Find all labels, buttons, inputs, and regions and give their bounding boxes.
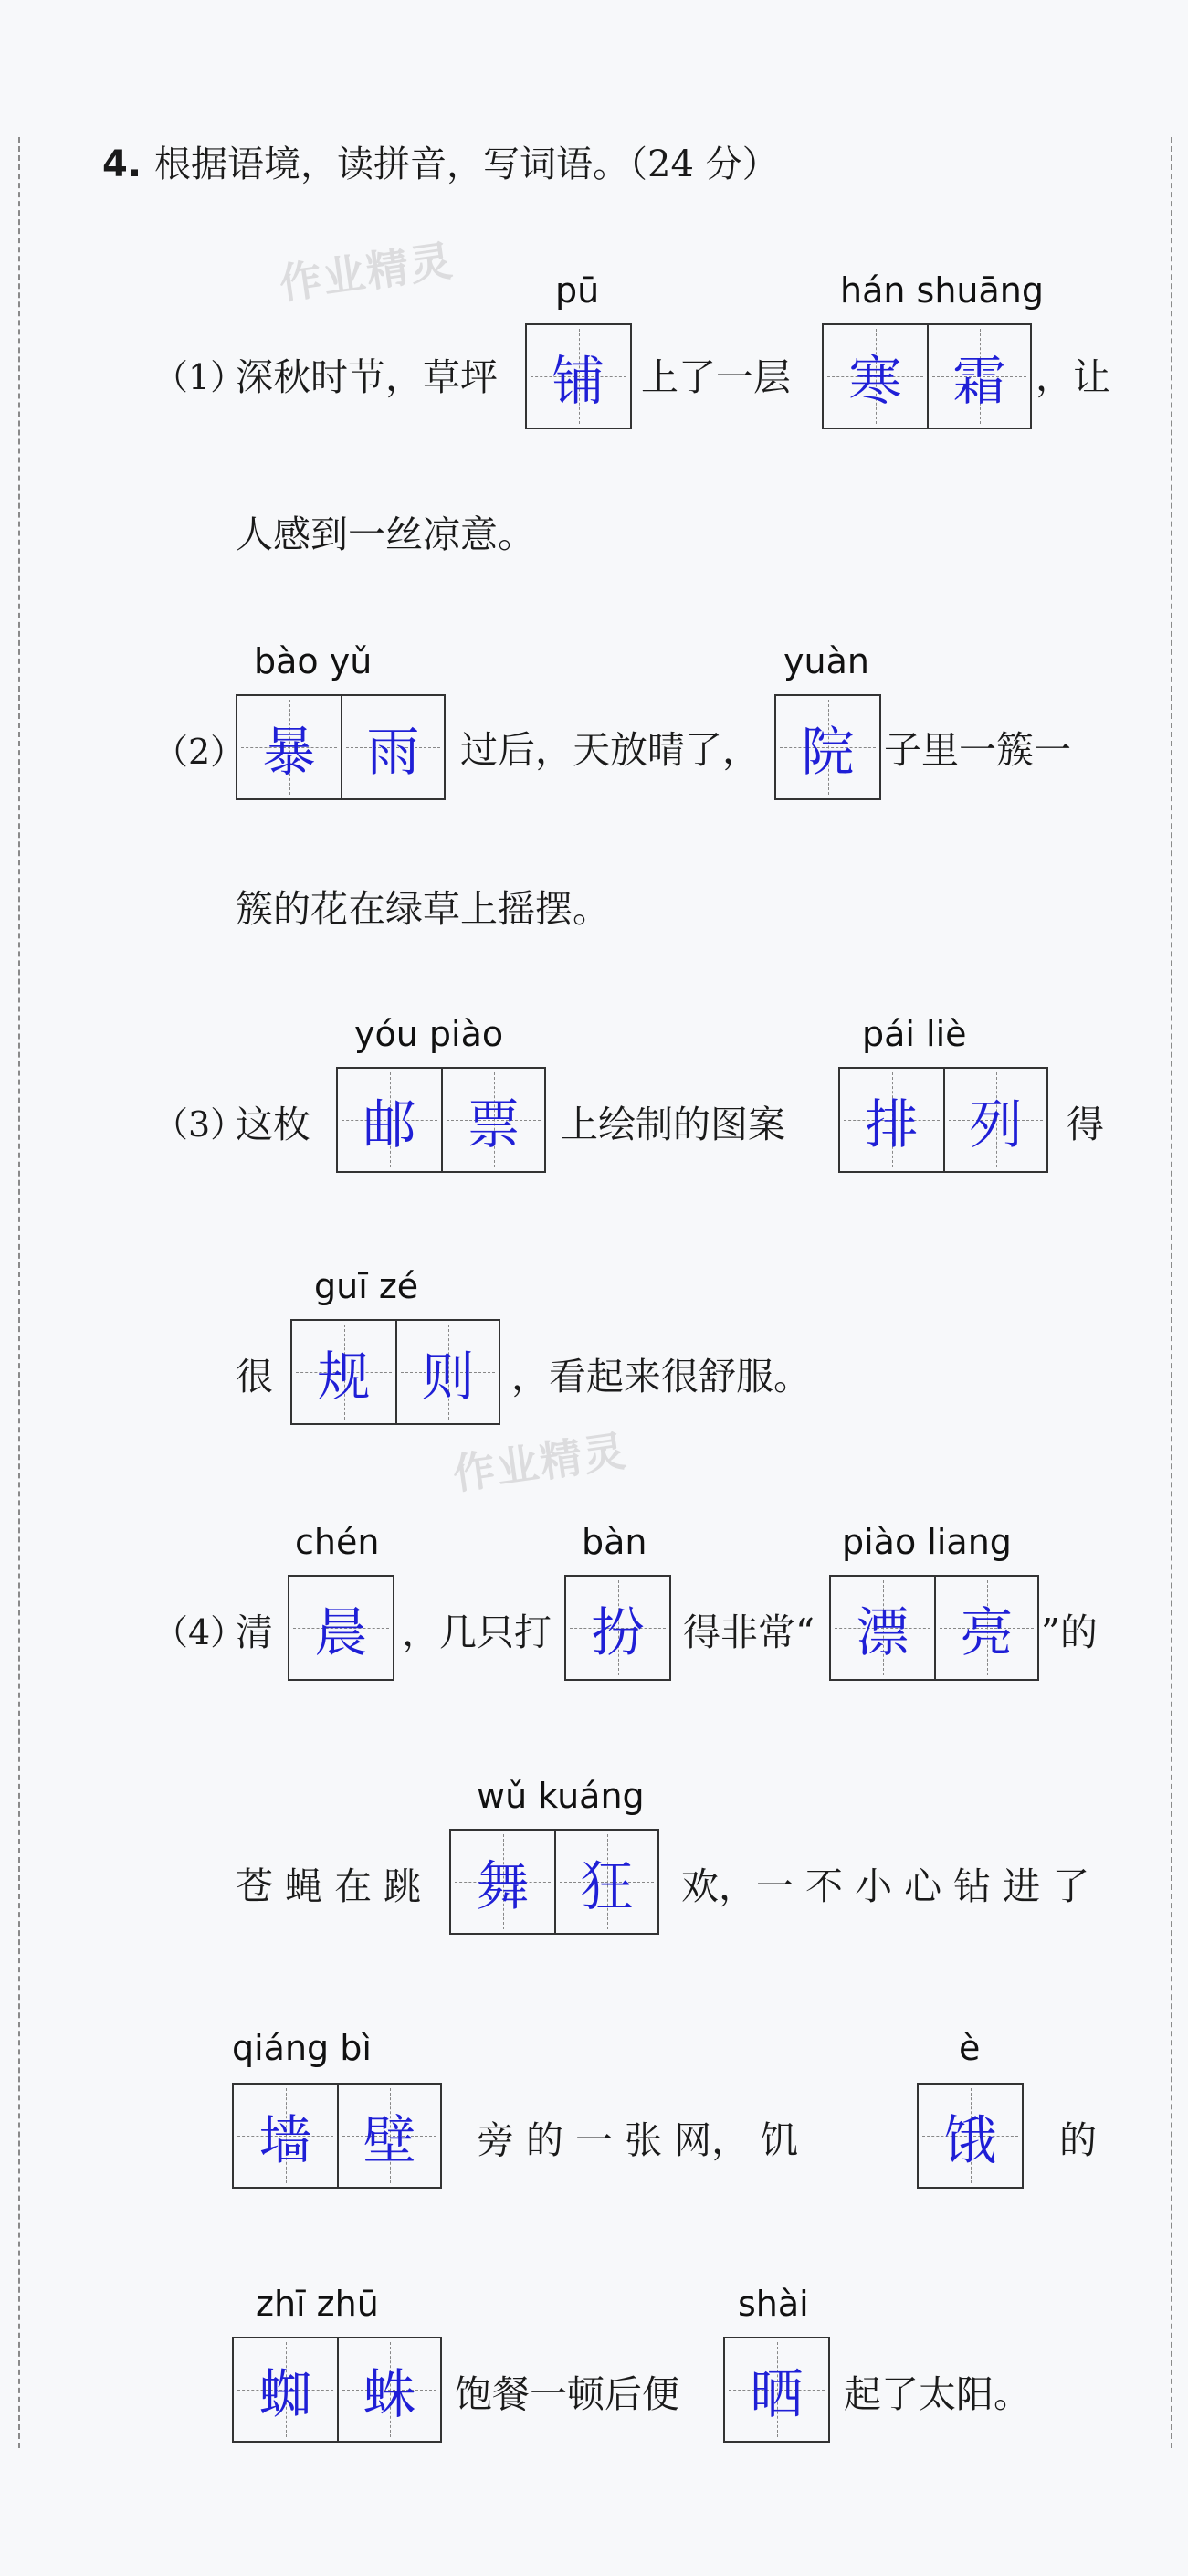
q4-text-10: 起了太阳。 xyxy=(844,2372,1031,2416)
q4-answer-box-1[interactable] xyxy=(288,1575,394,1681)
q4-answer-box-4[interactable] xyxy=(449,1829,659,1935)
writing-cell[interactable] xyxy=(527,325,630,428)
q4-text-6: 欢，一 不 小 心 钻 进 了 xyxy=(681,1864,1090,1908)
q1-text-1: 深秋时节，草坪 xyxy=(236,355,498,399)
writing-cell[interactable] xyxy=(289,1577,393,1679)
q4-pinyin-1: chén xyxy=(295,1522,380,1562)
answer-char: 舞 xyxy=(476,1855,530,1917)
answer-char: 饿 xyxy=(943,2109,997,2171)
writing-cell[interactable] xyxy=(337,2085,440,2187)
q4-answer-box-6[interactable] xyxy=(917,2083,1024,2189)
answer-char: 霜 xyxy=(952,350,1006,412)
answer-char: 蛛 xyxy=(363,2363,416,2425)
q2-answer-box-1[interactable] xyxy=(236,694,446,800)
answer-char: 雨 xyxy=(366,721,420,783)
q3-text-1: 这枚 xyxy=(236,1103,310,1146)
q4-text-2: ，几只打 xyxy=(402,1610,552,1654)
q4-text-7: 旁 的 一 张 网， 饥 xyxy=(477,2118,799,2162)
q1-pinyin-1: pū xyxy=(555,270,600,311)
writing-cell[interactable] xyxy=(554,1831,657,1933)
watermark: 作业精灵 xyxy=(276,235,457,310)
q2-answer-box-2[interactable] xyxy=(774,694,881,800)
writing-cell[interactable] xyxy=(395,1321,499,1423)
answer-char: 排 xyxy=(865,1093,919,1156)
q4-pinyin-7: zhī zhū xyxy=(256,2284,379,2324)
writing-cell[interactable] xyxy=(292,1321,395,1423)
q2-text-3: 簇的花在绿草上摇摆。 xyxy=(236,887,610,931)
q2-pinyin-1: bào yǔ xyxy=(254,641,373,681)
writing-cell[interactable] xyxy=(934,1577,1037,1679)
q4-answer-box-8[interactable] xyxy=(723,2337,830,2443)
q4-pinyin-2: bàn xyxy=(582,1522,647,1562)
q4-text-9: 饱餐一顿后便 xyxy=(455,2372,679,2416)
q4-pinyin-5: qiáng bì xyxy=(232,2028,372,2068)
writing-cell[interactable] xyxy=(943,1069,1046,1171)
q2-text-1: 过后，天放晴了， xyxy=(460,728,760,772)
q2-text-2: 子里一簇一 xyxy=(884,728,1071,772)
q3-pinyin-3: guī zé xyxy=(314,1266,419,1306)
q1-number: （1） xyxy=(153,357,246,397)
q3-text-3: 得 xyxy=(1067,1103,1104,1146)
q1-pinyin-2: hán shuāng xyxy=(840,270,1044,311)
writing-cell[interactable] xyxy=(725,2338,828,2441)
watermark: 作业精灵 xyxy=(449,1425,631,1500)
writing-cell[interactable] xyxy=(337,2338,440,2441)
answer-char: 墙 xyxy=(258,2109,312,2171)
answer-char: 壁 xyxy=(363,2109,416,2171)
q1-text-3: ，让 xyxy=(1036,355,1110,399)
writing-cell[interactable] xyxy=(234,2085,337,2187)
q3-text-5: ，看起来很舒服。 xyxy=(511,1355,811,1399)
question-number: 4. xyxy=(102,143,142,185)
writing-cell[interactable] xyxy=(451,1831,554,1933)
answer-char: 票 xyxy=(467,1093,520,1156)
writing-cell[interactable] xyxy=(234,2338,337,2441)
writing-cell[interactable] xyxy=(566,1577,669,1679)
q4-pinyin-4: wǔ kuáng xyxy=(477,1776,645,1816)
writing-cell[interactable] xyxy=(824,325,927,428)
answer-char: 院 xyxy=(801,721,855,783)
q3-answer-box-1[interactable] xyxy=(336,1067,546,1173)
answer-char: 规 xyxy=(317,1346,371,1408)
q3-answer-box-3[interactable] xyxy=(290,1319,500,1425)
writing-cell[interactable] xyxy=(341,696,444,798)
answer-char: 亮 xyxy=(960,1601,1014,1663)
q2-pinyin-2: yuàn xyxy=(783,641,869,681)
answer-char: 扮 xyxy=(591,1601,645,1663)
answer-char: 晒 xyxy=(750,2363,804,2425)
writing-cell[interactable] xyxy=(919,2085,1022,2187)
answer-char: 晨 xyxy=(314,1601,368,1663)
q3-answer-box-2[interactable] xyxy=(838,1067,1048,1173)
writing-cell[interactable] xyxy=(441,1069,544,1171)
q4-pinyin-8: shài xyxy=(738,2284,809,2324)
answer-char: 铺 xyxy=(552,350,605,412)
answer-char: 则 xyxy=(421,1346,475,1408)
answer-char: 列 xyxy=(969,1093,1023,1156)
q1-answer-box-1[interactable] xyxy=(525,323,632,429)
q4-answer-box-5[interactable] xyxy=(232,2083,442,2189)
q4-text-4: ”的 xyxy=(1041,1610,1098,1654)
answer-char: 蜘 xyxy=(258,2363,312,2425)
q4-answer-box-2[interactable] xyxy=(564,1575,671,1681)
question-instruction: 根据语境，读拼音，写词语。（24 分） xyxy=(154,143,779,185)
q3-pinyin-1: yóu piào xyxy=(354,1014,504,1054)
writing-cell[interactable] xyxy=(237,696,341,798)
q2-number: （2） xyxy=(153,732,246,772)
answer-char: 邮 xyxy=(363,1093,416,1156)
left-margin-line xyxy=(18,137,20,2448)
q4-text-5: 苍 蝇 在 跳 xyxy=(236,1864,422,1908)
answer-char: 狂 xyxy=(580,1855,634,1917)
q4-pinyin-6: è xyxy=(959,2028,981,2068)
right-margin-line xyxy=(1171,137,1172,2448)
q4-number: （4） xyxy=(153,1612,246,1652)
answer-char: 漂 xyxy=(856,1601,909,1663)
writing-cell[interactable] xyxy=(927,325,1030,428)
answer-char: 寒 xyxy=(848,350,902,412)
q1-text-4: 人感到一丝凉意。 xyxy=(236,512,535,556)
q4-pinyin-3: piào liang xyxy=(842,1522,1012,1562)
writing-cell[interactable] xyxy=(338,1069,441,1171)
q4-answer-box-7[interactable] xyxy=(232,2337,442,2443)
q3-text-2: 上绘制的图案 xyxy=(561,1103,785,1146)
writing-cell[interactable] xyxy=(831,1577,934,1679)
q4-answer-box-3[interactable] xyxy=(829,1575,1039,1681)
q1-text-2: 上了一层 xyxy=(641,355,791,399)
writing-cell[interactable] xyxy=(840,1069,943,1171)
q3-text-4: 很 xyxy=(236,1355,273,1399)
q4-text-1: 清 xyxy=(236,1610,273,1654)
q1-answer-box-2[interactable] xyxy=(822,323,1032,429)
writing-cell[interactable] xyxy=(776,696,879,798)
q3-pinyin-2: pái liè xyxy=(862,1014,967,1054)
answer-char: 暴 xyxy=(262,721,316,783)
q4-text-8: 的 xyxy=(1059,2118,1097,2162)
q3-number: （3） xyxy=(153,1104,246,1145)
question-title xyxy=(102,135,779,187)
q4-text-3: 得非常“ xyxy=(683,1610,815,1654)
